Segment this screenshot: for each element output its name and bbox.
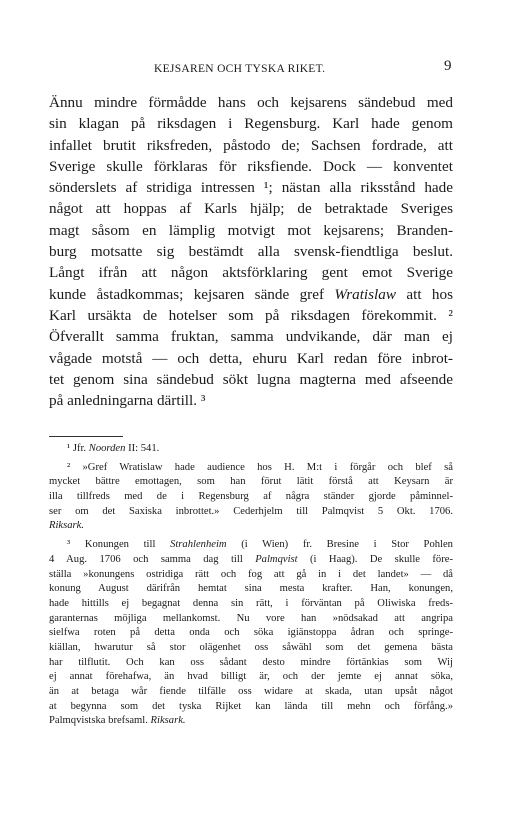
footnote-2 xyxy=(49,461,453,534)
footnote-source: Riksark. xyxy=(150,715,186,727)
footnote-line: ställa »konungens ostridiga rätt och fog att gå in i det landet» — då xyxy=(49,568,453,580)
body-line: något att hoppas af Karls hjälp; de betraktade Sveriges xyxy=(49,200,453,218)
footnote-name: Palmqvist xyxy=(255,553,298,565)
body-line: Sverige skulle förklaras för riksfiende. Dock — konventet xyxy=(49,157,453,175)
footnote-line: ej annat förehafwa, än hvad billigt är, och der jemte ej annat söka, xyxy=(49,671,453,683)
footnote-line: konung August därifrån hemtat sina mesta krafter. Han, konungen, xyxy=(49,583,453,595)
body-line: på anledningarna därtill. ³ xyxy=(49,392,206,410)
footnote-line: hade hittills ej begagnat denna sin rätt, i förväntan på Oliwiska freds- xyxy=(49,597,453,609)
body-line: tet genom sina sändebud sökt lugna magterna med afseende xyxy=(49,370,453,388)
footnote-line: illa tillfreds med de i Regensburg af några ständer gjorde påminnel- xyxy=(49,491,453,503)
body-line: sönderslets af stridiga intressen ¹; nästan alla riksstånd hade xyxy=(49,179,453,197)
body-line: vågade motstå — och detta, ehuru Karl redan före inbrot- xyxy=(49,349,453,367)
footnote-line: ser om det Saxiska inbrottet.» Cederhjelm till Palmqvist 5 Okt. 1706. xyxy=(49,505,453,517)
italic-name: Wratislaw xyxy=(334,285,397,303)
footnote-line: garanternas möjliga mellankomst. Nu vore han »nödsakad att angripa xyxy=(49,612,453,624)
footnote-line: än at betaga wår fiende tilfälle oss widare at skada, utan upsåt något xyxy=(49,686,453,697)
body-line: burg motsatte sig bestämdt alla svensk-fiendtliga beslut. xyxy=(49,243,453,261)
footnote-line: ² »Gref Wratislaw hade audience hos H. M:t i förgår och blef så xyxy=(67,461,453,473)
footnote-line: mycket bättre emottagen, som han förut lätit förstå att Keysarn är xyxy=(49,476,453,488)
body-line: Långt ifrån att någon aktsförklaring gent emot Sverige xyxy=(49,264,453,282)
footnote-name: Strahlenheim xyxy=(170,539,227,551)
footnote-ref: Jfr. xyxy=(72,443,87,454)
footnote-rule xyxy=(49,436,123,437)
body-line: magt såsom en lämplig motvigt mot kejsarens; Branden- xyxy=(49,221,453,239)
footnote-marker: ¹ xyxy=(67,443,71,454)
footnote-detail: II: 541. xyxy=(128,443,160,454)
footnote-1 xyxy=(49,442,453,457)
body-line: kunde åstadkommas; kejsaren sände gref Wratislaw att hos xyxy=(49,285,453,303)
footnote-line: kiällan, hwarutur så stor olägenhet oss såwähl som det gemena bästa xyxy=(49,641,453,653)
footnote-line: ³ Konungen till Strahlenheim (i Wien) fr. Bresine i Stor Pohlen xyxy=(67,539,453,551)
footnote-work: Noorden xyxy=(88,443,126,454)
footnote-line: sielfwa roten på detta onda och söka igiänstoppa ådran och springe- xyxy=(49,627,453,639)
running-title: KEJSAREN OCH TYSKA RIKET. xyxy=(154,63,326,75)
footnote-3 xyxy=(49,538,453,729)
body-line: sin klagan på riksdagen i Regensburg. Karl hade genom xyxy=(49,115,453,133)
body-line: infallet brutit riksfreden, påstodo de; Sachsen fordrade, att xyxy=(49,136,453,154)
footnote-line: har tilflutit. Och kan oss sådant desto mindre förtänkias som Wij xyxy=(49,656,453,668)
footnote-line: 4 Aug. 1706 och samma dag till Palmqvist (i Haag). De skulle före- xyxy=(49,553,453,565)
page-number: 9 xyxy=(444,58,452,74)
body-line: Karl ursäkta de hotelser som på riksdagen förekommit. ² xyxy=(49,306,453,324)
body-line: Ännu mindre förmådde hans och kejsarens sändebud med xyxy=(49,94,453,111)
footnote-line: Palmqvistska brefsaml. Riksark. xyxy=(49,715,186,727)
body-text xyxy=(49,92,453,411)
footnotes xyxy=(49,442,453,729)
body-line: Öfverallt samma fruktan, samma undvikande, där man ej xyxy=(49,328,453,346)
footnote-source: Riksark. xyxy=(49,520,85,532)
footnote-line: at begynna som det tyska Rijket kan lända till mehn och förfång.» xyxy=(49,700,453,712)
